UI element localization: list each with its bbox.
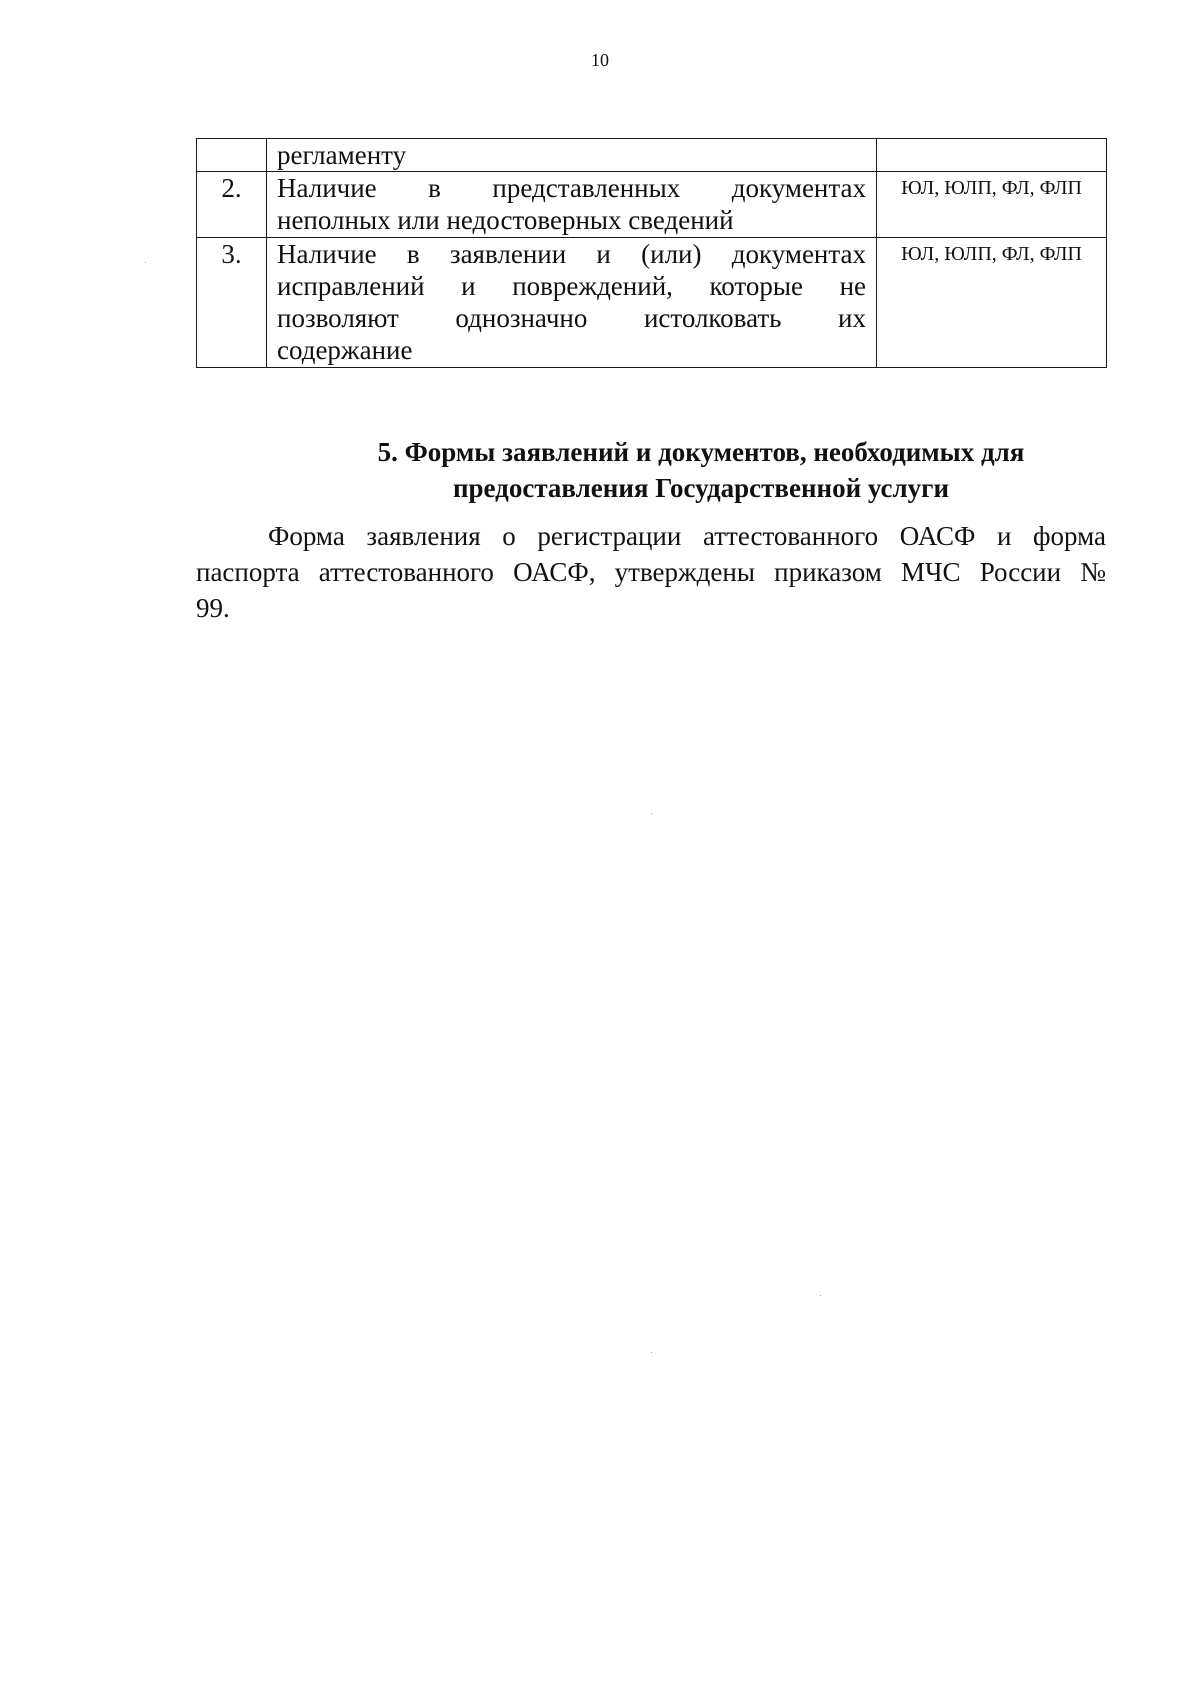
row-number: 3. — [197, 238, 267, 368]
row-text-line: Наличие в заявлении и (или) документах — [277, 239, 866, 269]
row-text-line: исправлений и повреждений, которые не — [277, 271, 866, 301]
row-text-line: неполных или недостоверных сведений — [277, 205, 734, 235]
section-heading — [196, 434, 1200, 506]
table-row — [197, 238, 1107, 368]
section-heading-line: предоставления Государственной услуги — [452, 473, 950, 503]
table-row — [197, 172, 1107, 238]
row-text — [267, 238, 877, 368]
paragraph-line: паспорта аттестованного ОАСФ, утверждены приказом МЧС России № — [196, 557, 1106, 587]
refusal-grounds-table — [196, 138, 1107, 368]
row-number — [197, 139, 267, 172]
row-text-line: регламенту — [277, 140, 407, 170]
table-row — [197, 139, 1107, 172]
page-number: 10 — [591, 50, 609, 70]
paragraph-line: Форма заявления о регистрации аттестованного ОАСФ и форма — [268, 521, 1106, 551]
applicant-categories — [877, 139, 1107, 172]
section-paragraph — [196, 518, 1106, 626]
applicant-categories: ЮЛ, ЮЛП, ФЛ, ФЛП — [877, 172, 1107, 238]
row-number: 2. — [197, 172, 267, 238]
scan-speck — [145, 262, 146, 263]
row-text — [267, 172, 877, 238]
scan-speck — [651, 1352, 652, 1353]
section-heading-line: 5. Формы заявлений и документов, необходимых для — [377, 437, 1025, 467]
scan-speck — [820, 1295, 821, 1296]
row-text-line: позволяют однозначно истолковать их — [277, 303, 866, 333]
paragraph-line: 99. — [196, 593, 230, 623]
row-text-line: Наличие в представленных документах — [277, 173, 866, 203]
scan-speck — [651, 813, 652, 814]
row-text — [267, 139, 877, 172]
row-text-line: содержание — [277, 335, 413, 365]
applicant-categories: ЮЛ, ЮЛП, ФЛ, ФЛП — [877, 238, 1107, 368]
